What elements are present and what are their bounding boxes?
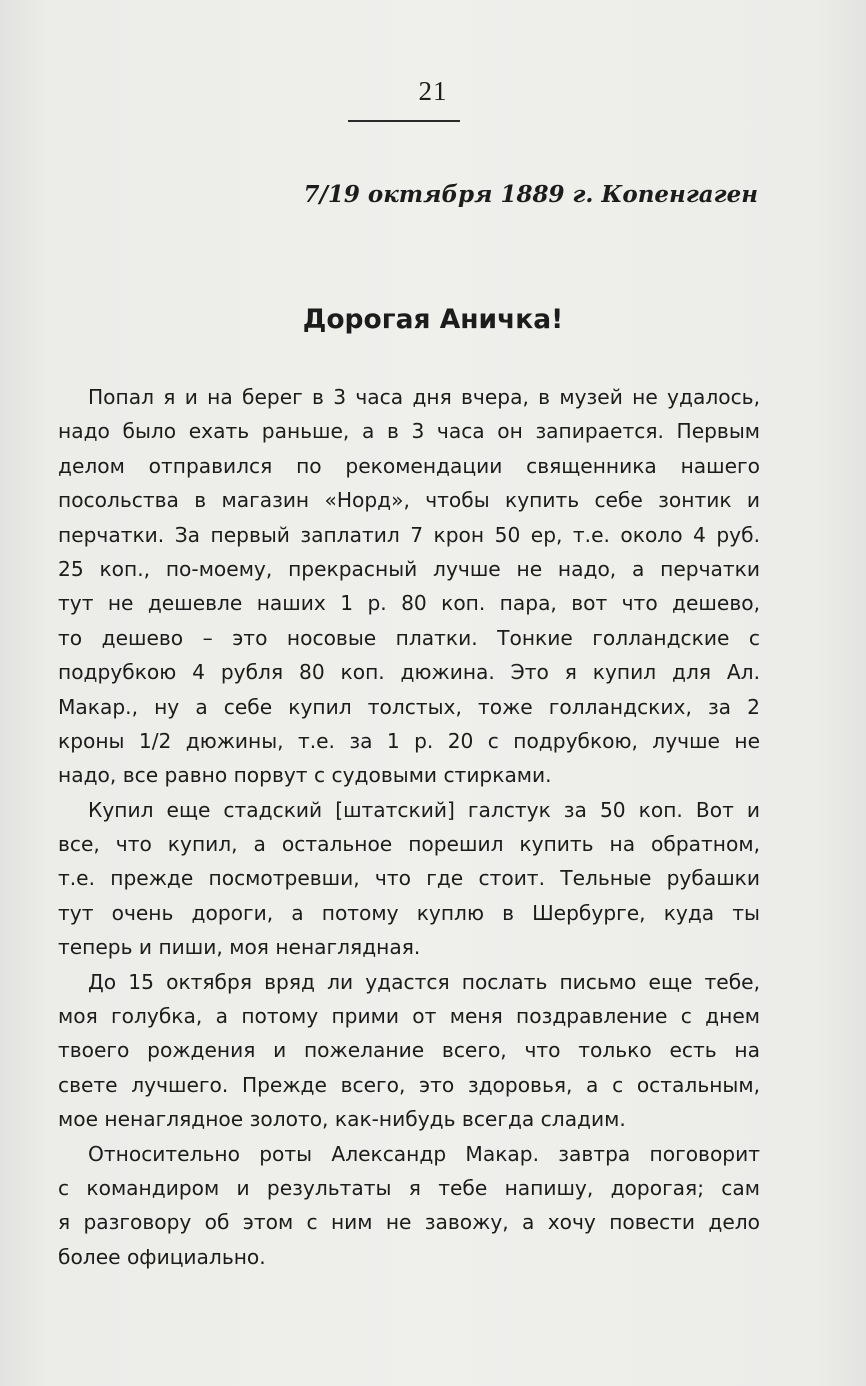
text-line: подрубкою 4 рубля 80 коп. дюжина. Это я купил для Ал. [58, 660, 760, 685]
text-line: надо, все равно порвут с судовыми стирками. [58, 763, 552, 788]
paragraph [58, 1137, 760, 1275]
text-line: я разговору об этом с ним не завожу, а хочу повести дело [58, 1210, 760, 1235]
text-line: До 15 октября вряд ли удастся послать письмо еще тебе, [88, 969, 760, 994]
text-line: посольства в магазин «Норд», чтобы купить себе зонтик и [58, 488, 760, 513]
text-line: свете лучшего. Прежде всего, это здоровья, а с остальным, [58, 1072, 760, 1097]
paragraph [58, 380, 760, 793]
text-line: 25 коп., по-моему, прекрасный лучше не надо, а перчатки [58, 556, 760, 581]
text-line: кроны 1/2 дюжины, т.е. за 1 р. 20 с подрубкою, лучше не [58, 728, 760, 753]
text-line: Попал я и на берег в 3 часа дня вчера, в музей не удалось, [88, 385, 760, 409]
paragraph [58, 965, 760, 1137]
text-line: то дешево – это носовые платки. Тонкие голландские с [58, 625, 760, 650]
text-line: делом отправился по рекомендации священника нашего [58, 453, 760, 478]
letter-dateline: 7/19 октября 1889 г. Копенгаген [303, 181, 758, 208]
text-line: твоего рождения и пожелание всего, что только есть на [58, 1038, 760, 1063]
text-line: Относительно роты Александр Макар. завтра поговорит [88, 1141, 760, 1166]
text-line: Купил еще стадский [штатский] галстук за 50 коп. Вот и [88, 797, 760, 822]
text-line: моя голубка, а потому прими от меня поздравление с днем [58, 1004, 760, 1029]
page-number: 21 [418, 76, 448, 106]
text-line: тут очень дороги, а потому куплю в Шербурге, куда ты [58, 900, 760, 925]
text-line: тут не дешевле наших 1 р. 80 коп. пара, вот что дешево, [58, 591, 760, 616]
text-line: теперь и пиши, моя ненаглядная. [58, 935, 421, 960]
text-line: мое ненаглядное золото, как-нибудь всегда сладим. [58, 1107, 626, 1132]
text-line: надо было ехать раньше, а в 3 часа он запирается. Первым [58, 419, 760, 444]
text-line: с командиром и результаты я тебе напишу, дорогая; сам [58, 1175, 760, 1200]
letter-salutation: Дорогая Аничка! [302, 304, 564, 335]
paragraph [58, 793, 760, 965]
text-line: все, что купил, а остальное порешил купить на обратном, [58, 832, 760, 857]
text-line: перчатки. За первый заплатил 7 крон 50 ер, т.е. около 4 руб. [58, 522, 760, 547]
letter-body [58, 380, 760, 1274]
text-line: т.е. прежде посмотревши, что где стоит. Тельные рубашки [58, 866, 760, 891]
text-line: Макар., ну а себе купил толстых, тоже голландских, за 2 [58, 694, 760, 719]
text-line: более официально. [58, 1244, 266, 1269]
page-number-rule [348, 120, 460, 122]
